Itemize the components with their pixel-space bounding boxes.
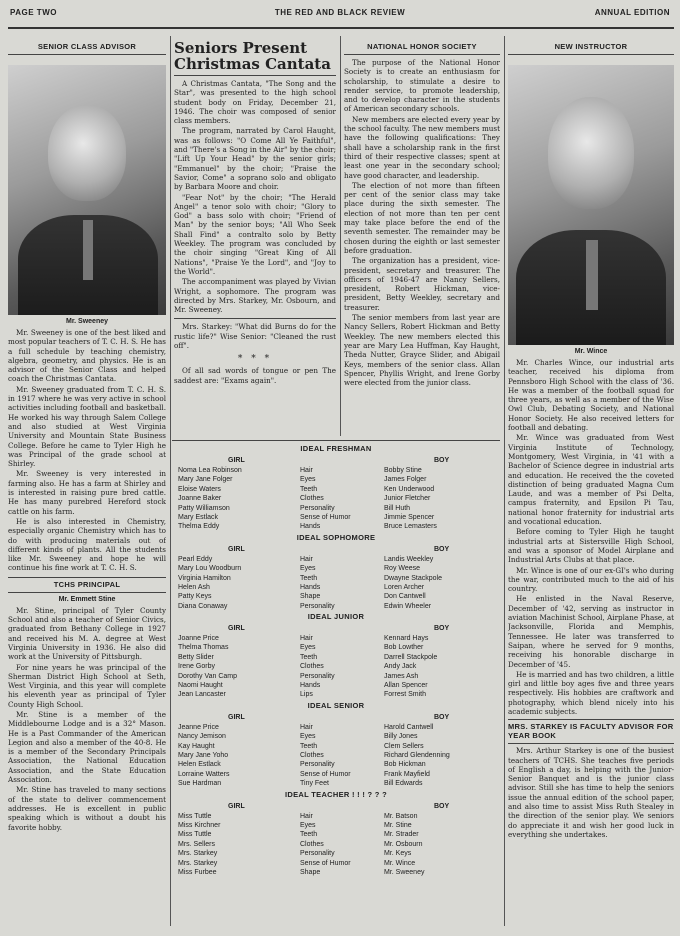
- boy-name: Mr. Wince: [384, 859, 416, 867]
- girl-name: Eloise Waters: [178, 485, 221, 493]
- trait: Tiny Feet: [300, 780, 329, 788]
- trait: Hands: [300, 682, 321, 690]
- girl-name: Joanne Price: [178, 635, 219, 643]
- boy-name: Richard Glendenning: [384, 751, 450, 759]
- girl-name: Mrs. Starkey: [178, 850, 218, 858]
- ideal-row: [172, 732, 500, 741]
- separator-stars: * * *: [237, 354, 273, 365]
- girl-name: Diana Conaway: [178, 602, 228, 610]
- newspaper-title: THE RED AND BLACK REVIEW: [274, 8, 406, 17]
- boy-name: Bill Huth: [384, 504, 411, 512]
- ideal-row: [172, 868, 500, 877]
- trait: Clothes: [300, 495, 324, 503]
- ideal-row: [172, 602, 500, 611]
- joke-exams: Of all sad words of tongue or pen The saddest are: "Exams again".: [174, 366, 336, 385]
- trait: Personality: [300, 602, 335, 610]
- page-number: PAGE TWO: [10, 8, 57, 17]
- boy-name: Mr. Stine: [384, 821, 412, 829]
- trait: Clothes: [300, 751, 324, 759]
- ideal-column-labels: [172, 712, 500, 723]
- instructor-column: [508, 40, 674, 932]
- boy-name: Mr. Batson: [384, 812, 418, 820]
- instructor-paragraph: Mr. Wince was graduated from West Virginia Institute of Technology, Montgomery, West Virginia, in '41 with a Bachelor of Science degree in industrial arts and education. He received the the coveted distinction of being graduated Magna Cum Laude, and was a member of Psi Delta, campus fraternity, and Epsilon Pi Tau, national honor fraternity for industrial arts and vocational education.: [508, 433, 674, 527]
- ideal-section-title: IDEAL SOPHOMORE: [296, 532, 376, 542]
- instructor-heading: NEW INSTRUCTOR: [508, 40, 674, 55]
- honor-paragraph: The senior members from last year are Nancy Sellers, Robert Hickman and Betty Weekley. The new members elected this year are Mary Lea Huffman, Kay Haught, Theda Nutter, Grayce Slider, and Abigail Keys, members of the senior class. Allan Spencer, Phyllis Wright, and Irene Gorby were elected from the junior class.: [344, 313, 500, 388]
- trait: Hands: [300, 523, 321, 531]
- advisor-heading: SENIOR CLASS ADVISOR: [8, 40, 166, 55]
- sweeney-caption: Mr. Sweeney: [65, 318, 109, 325]
- advisor-paragraph: Mr. Sweeney is very interested in farming also. He has a farm at Shirley and is interested in raising pure bred cattle. He has many purebred Hereford stock cattle on his farm.: [8, 469, 166, 516]
- sweeney-photo: [8, 65, 166, 315]
- girl-name: Jean Lancaster: [178, 691, 226, 699]
- edition-label: ANNUAL EDITION: [594, 8, 670, 17]
- boy-name: Junior Fletcher: [384, 495, 431, 503]
- ideal-row: [172, 770, 500, 779]
- girl-name: Pearl Eddy: [178, 555, 213, 563]
- ideal-row: [172, 779, 500, 788]
- instructor-paragraph: He enlisted in the Naval Reserve, December of '42, serving as instructor in aviation Machinist School, Airplane Phase, at Jacksonville, Florida and Memphis, Tennessee. He later was transferred to Saipan, where he served for 9 months, receiving his honorable discharge in December of '45.: [508, 594, 674, 669]
- ideal-row: [172, 485, 500, 494]
- girl-name: Helen Ash: [178, 583, 210, 591]
- trait: Eyes: [300, 644, 316, 652]
- boy-label: BOY: [434, 802, 450, 810]
- joke-burns: Mrs. Starkey: "What did Burns do for the rustic life?" Wise Senior: "Cleaned the rust off".: [174, 322, 336, 351]
- wince-caption: Mr. Wince: [574, 348, 608, 355]
- girl-name: Kay Haught: [178, 742, 215, 750]
- trait: Personality: [300, 672, 335, 680]
- cantata-paragraph: The accompaniment was played by Vivian Wright, a sophomore. The program was directed by Mrs. Starkey, Mr. Osbourn, and Mr. Sweeney.: [174, 277, 336, 315]
- instructor-paragraph: He is married and has two children, a little girl and little boy ages five and three years respectively. His hobbies are craftwork and photography, which blend nicely into his academic subjects.: [508, 669, 674, 716]
- boy-name: Darrell Stackpole: [384, 653, 438, 661]
- ideal-section-title: IDEAL TEACHER ! ! ! ? ? ?: [285, 789, 387, 799]
- boy-name: Clem Sellers: [384, 742, 424, 750]
- ideal-column-labels: [172, 801, 500, 812]
- ideal-row: [172, 662, 500, 671]
- ideal-row: [172, 504, 500, 513]
- girl-name: Mary Lou Woodburn: [178, 565, 242, 573]
- girl-label: GIRL: [228, 625, 245, 633]
- ideal-section-title: IDEAL FRESHMAN: [300, 444, 372, 453]
- boy-name: Mr. Osbourn: [384, 840, 423, 848]
- girl-name: Nancy Jemison: [178, 733, 226, 741]
- girl-name: Mary Jane Yoho: [178, 751, 229, 759]
- ideal-row: [172, 830, 500, 839]
- boy-name: Don Cantwell: [384, 593, 426, 601]
- girl-label: GIRL: [228, 802, 245, 810]
- ideal-column-labels: [172, 623, 500, 634]
- trait: Hair: [300, 812, 313, 820]
- girl-label: GIRL: [228, 713, 245, 721]
- ideal-row: [172, 742, 500, 751]
- boy-name: Bob Hickman: [384, 761, 426, 769]
- principal-name: Mr. Emmett Stine: [58, 595, 116, 603]
- ideal-row: [172, 812, 500, 821]
- instructor-paragraph: Mr. Wince is one of our ex-GI's who during the war, contributed much to the aid of his country.: [508, 565, 674, 594]
- advisor-column: [8, 40, 166, 932]
- ideal-row: [172, 634, 500, 643]
- boy-name: Billy Jones: [384, 733, 418, 741]
- girl-name: Virginia Hamilton: [178, 574, 231, 582]
- ideal-row: [172, 466, 500, 475]
- trait: Teeth: [300, 742, 318, 750]
- trait: Sense of Humor: [300, 859, 351, 867]
- honor-paragraph: New members are elected every year by the school faculty. The new members must have the following qualifications: They shall have a scholarship rank in the first third of their respective classes; spent at least one year in the secondary school; have good character, and leadership.: [344, 114, 500, 180]
- girl-label: GIRL: [228, 545, 245, 553]
- ideal-row: [172, 681, 500, 690]
- boy-name: Bobby Stine: [384, 467, 422, 474]
- honor-paragraph: The election of not more than fifteen per cent of the senior class may take place during the sixth semester. The election of not more than ten per cent may take place before the end of the seventh semester. The remainder may be chosen during the eighth or last semester before graduation.: [344, 180, 500, 255]
- ideal-row: [172, 821, 500, 830]
- girl-name: Patty Keys: [178, 593, 212, 601]
- advisor-paragraph: Mr. Sweeney graduated from T. C. H. S. in 1917 where he was very active in school activities including football and basketball. He worked his way through Salem College and also studied at West Virginia University and Mountain State Business College. Before he came to Tyler High he was Principal of the grade school at Shirley.: [8, 384, 166, 469]
- girl-name: Mary Jane Folger: [178, 476, 233, 484]
- boy-label: BOY: [434, 713, 450, 721]
- cantata-paragraph: "Fear Not" by the choir; "The Herald Angel" a tenor solo with choir; "Glory to God" a bass solo with choir; "Friend of Man" by the senior boys; "All Who Seek Shall Find" a contralto solo by Betty Weekley. The program was concluded by the choir singing "Great King of All Nations", "Praise Ye the Lord", and "Joy to the World".: [174, 192, 336, 276]
- girl-name: Miss Kirchner: [178, 821, 221, 829]
- girl-name: Miss Tuttle: [178, 812, 212, 820]
- girl-name: Naomi Haught: [178, 682, 223, 690]
- boy-name: Edwin Wheeler: [384, 602, 432, 610]
- trait: Sense of Humor: [300, 770, 351, 778]
- girl-name: Patty Williamson: [178, 504, 230, 512]
- trait: Personality: [300, 761, 335, 769]
- principal-paragraph: Mr. Stine is a member of the Middlebourne Lodge and is a 32° Mason. He is a Past Commander of the American Legion and also a member of the 40-8. He is a member of the Secondary Principals Association, the National Education Association, and the State Education Association.: [8, 709, 166, 785]
- boy-name: Kennard Hays: [384, 635, 429, 643]
- ideal-tables: [172, 440, 500, 932]
- boy-label: BOY: [434, 625, 450, 633]
- advisor-paragraph: He is also interested in Chemistry, especially organic Chemistry which has to do with producing materials out of different kinds of plants. All the students like Mr. Sweeney and hope he will continue his fine work at T. C. H. S.: [8, 516, 166, 573]
- trait: Sense of Humor: [300, 513, 351, 521]
- boy-name: Landis Weekley: [384, 555, 434, 563]
- ideal-row: [172, 643, 500, 652]
- starkey-heading: MRS. STARKEY IS FACULTY ADVISOR FOR YEAR BOOK: [508, 719, 674, 744]
- ideal-row: [172, 859, 500, 868]
- trait: Eyes: [300, 476, 316, 484]
- ideal-row: [172, 522, 500, 531]
- girl-name: Thelma Thomas: [178, 644, 229, 652]
- ideal-row: [172, 592, 500, 601]
- girl-name: Dorothy Van Camp: [178, 672, 238, 680]
- boy-name: Loren Archer: [384, 583, 425, 591]
- ideal-row: [172, 690, 500, 699]
- boy-name: Forrest Smith: [384, 691, 427, 699]
- ideal-row: [172, 751, 500, 760]
- girl-name: Irene Gorby: [178, 663, 215, 671]
- girl-name: Betty Slider: [178, 653, 214, 661]
- honor-paragraph: The purpose of the National Honor Society is to create an enthusiasm for scholarship, to stimulate a desire to render service, to promote leadership, and to develop character in the students of American secondary schools.: [344, 58, 500, 114]
- ideal-column-labels: [172, 544, 500, 555]
- girl-name: Mary Estlack: [178, 513, 219, 521]
- trait: Hands: [300, 583, 321, 591]
- girl-name: Miss Furbee: [178, 868, 217, 876]
- boy-name: Bill Edwards: [384, 780, 423, 788]
- ideal-section-title: IDEAL SENIOR: [307, 700, 365, 710]
- trait: Clothes: [300, 663, 324, 671]
- boy-name: Harold Cantwell: [384, 723, 434, 731]
- girl-name: Helen Estlack: [178, 761, 221, 769]
- ideal-row: [172, 564, 500, 573]
- trait: Hair: [300, 635, 313, 643]
- trait: Personality: [300, 850, 335, 858]
- instructor-paragraph: Before coming to Tyler High he taught industrial arts at Sistersville High School, and was a sponsor of Model Airplane and Industrial Arts Clubs at that place.: [508, 527, 674, 565]
- instructor-paragraph: Mr. Charles Wince, our industrial arts teacher, received his diploma from Pennsboro High School with the class of '36. He was a member of the football squad for three years, as well as a member of the Wise Owl Club, Debating Society, and National Honor Society. He also received letters for football and debating.: [508, 358, 674, 433]
- ideal-column-labels: [172, 455, 500, 466]
- advisor-text: [8, 328, 166, 573]
- boy-name: Allan Spencer: [384, 682, 428, 690]
- trait: Lips: [300, 691, 313, 699]
- girl-name: Mrs. Sellers: [178, 840, 215, 848]
- trait: Hair: [300, 555, 313, 563]
- ideal-row: [172, 653, 500, 662]
- trait: Hair: [300, 723, 313, 731]
- cantata-title: Seniors Present Christmas Cantata: [174, 40, 331, 73]
- ideal-row: [172, 672, 500, 681]
- girl-name: Lorraine Watters: [178, 770, 230, 778]
- trait: Teeth: [300, 831, 318, 839]
- ideal-row: [172, 494, 500, 503]
- advisor-paragraph: Mr. Sweeney is one of the best liked and most popular teachers of T. C. H. S. He has a full schedule by teaching chemistry, algebra, geometry, and physics. He is an advisor of the Senior Class and helped coach the Christmas Cantata.: [8, 328, 166, 384]
- trait: Personality: [300, 504, 335, 512]
- girl-name: Miss Tuttle: [178, 831, 212, 839]
- ideal-row: [172, 840, 500, 849]
- boy-name: Andy Jack: [384, 663, 417, 671]
- ideal-section-title: IDEAL JUNIOR: [307, 612, 365, 622]
- girl-name: Mrs. Starkey: [178, 859, 218, 867]
- cantata-paragraph: The program, narrated by Carol Haught, was as follows: "O Come All Ye Faithful", and "There's a Song in the Air" by the choir; "Lift Up Your Head" by the senior girls; "Emmanuel" by the choir; "Praise the Savior, Come" a soprano solo and obligato by Barbara Moore and choir.: [174, 126, 336, 192]
- ideal-row: [172, 723, 500, 732]
- principal-paragraph: For nine years he was principal of the Sherman District High School at Seth, West Virginia, and this year will complete his eleventh year as principal of Tyler County High School.: [8, 662, 166, 709]
- ideal-row: [172, 475, 500, 484]
- trait: Teeth: [300, 574, 318, 582]
- header-rule: [8, 27, 674, 29]
- column-divider: [340, 36, 341, 436]
- column-divider: [170, 36, 171, 926]
- girl-name: Sue Hardman: [178, 780, 222, 788]
- boy-name: James Folger: [384, 476, 427, 484]
- boy-name: James Ash: [384, 672, 419, 680]
- principal-paragraph: Mr. Stine, principal of Tyler County School and also a teacher of Senior Civics, graduated from Bethany College in 1927 and received his M. A. degree at West Virginia University in 1936. He also did work at the University of Pittsburgh.: [8, 605, 166, 662]
- ideal-row: [172, 583, 500, 592]
- boy-name: Mr. Sweeney: [384, 868, 425, 876]
- ideal-row: [172, 555, 500, 564]
- column-divider: [504, 36, 505, 926]
- trait: Shape: [300, 593, 321, 601]
- principal-paragraph: Mr. Stine has traveled to many sections of the state to deliver commencement addresses. He is excellent in public speaking which is without a doubt his favorite hobby.: [8, 785, 166, 832]
- cantata-column: [174, 40, 336, 440]
- boy-name: Mr. Strader: [384, 831, 419, 839]
- girl-name: Joanne Baker: [178, 495, 222, 503]
- girl-label: GIRL: [228, 457, 245, 464]
- boy-label: BOY: [434, 545, 450, 553]
- ideal-row: [172, 574, 500, 583]
- boy-label: BOY: [434, 457, 450, 464]
- trait: Eyes: [300, 565, 316, 573]
- ideal-row: [172, 513, 500, 522]
- trait: Hair: [300, 467, 313, 474]
- girl-name: Jeanne Price: [178, 723, 219, 731]
- boy-name: Jimmie Spencer: [384, 513, 435, 521]
- boy-name: Ken Underwood: [384, 485, 435, 493]
- girl-name: Thelma Eddy: [178, 523, 220, 531]
- trait: Teeth: [300, 485, 318, 493]
- trait: Shape: [300, 868, 321, 876]
- trait: Eyes: [300, 821, 316, 829]
- boy-name: Frank Mayfield: [384, 770, 430, 778]
- ideal-row: [172, 849, 500, 858]
- girl-name: Noma Lea Robinson: [178, 467, 242, 474]
- trait: Eyes: [300, 733, 316, 741]
- boy-name: Mr. Keys: [384, 850, 412, 858]
- boy-name: Roy Weese: [384, 565, 421, 573]
- honor-paragraph: The organization has a president, vice-president, secretary and treasurer. The officers of 1946-47 are Nancy Sellers, president, Robert Hickman, vice-president, Betty Weekley, secretary and treasurer.: [344, 256, 500, 312]
- honor-column: [344, 40, 500, 438]
- trait: Teeth: [300, 653, 318, 661]
- wince-photo: [508, 65, 674, 345]
- boy-name: Dwayne Stackpole: [384, 574, 442, 582]
- boy-name: Bruce Lemasters: [384, 523, 437, 531]
- principal-heading: TCHS PRINCIPAL: [8, 577, 166, 593]
- ideal-row: [172, 760, 500, 769]
- trait: Clothes: [300, 840, 324, 848]
- boy-name: Bob Lowther: [384, 644, 424, 652]
- cantata-paragraph: A Christmas Cantata, "The Song and the Star", was presented to the high school student body on Friday, December 21, 1946. The choir was composed of senior class members.: [174, 79, 336, 126]
- starkey-paragraph: Mrs. Arthur Starkey is one of the busiest teachers of TCHS. She teaches five periods of English a day, is helping with the Junior-Senior Banquet and is the junior class advisor. Still she has time to help the seniors issue the annual edition of the school paper, and also time to assist Miss Ruth Stealey in the direction of the senior play. We seniors do appreciate it and wish her good luck in everything she undertakes.: [508, 746, 674, 839]
- honor-heading: NATIONAL HONOR SOCIETY: [344, 40, 500, 55]
